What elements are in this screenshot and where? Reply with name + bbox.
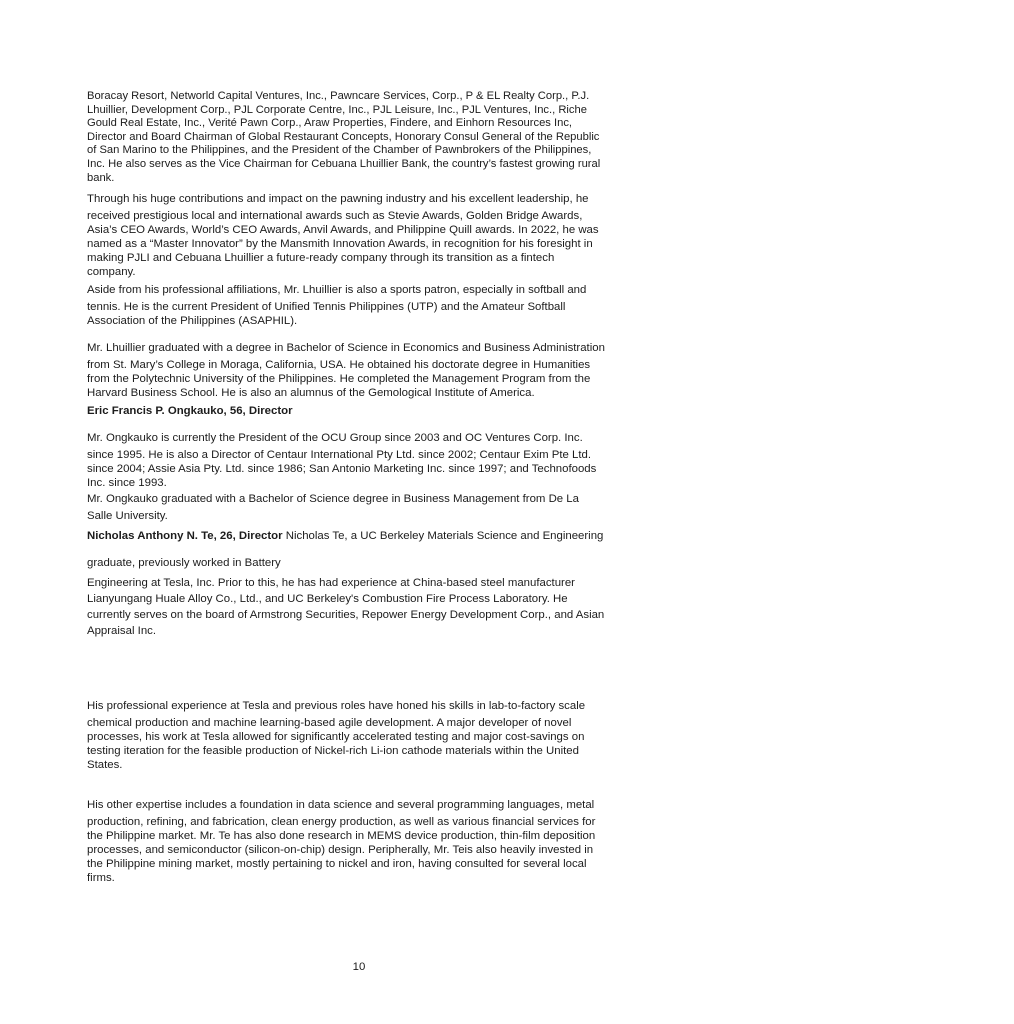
text-line: processes, and semiconductor (silicon-on-chip) design. Peripherally, Mr. Teis also heavily invested in <box>87 843 594 856</box>
text-line: Mr. Ongkauko graduated with a Bachelor of Science degree in Business Management from De La <box>87 493 579 505</box>
director-intro-te: Nicholas Te, a UC Berkeley Materials Science and Engineering <box>282 530 604 542</box>
page-number: 10 <box>352 961 366 973</box>
paragraph-lhuillier-affiliations <box>87 90 647 185</box>
text-line: States. <box>87 758 123 771</box>
paragraph-lhuillier-awards <box>87 193 647 279</box>
paragraph-lhuillier-sports <box>87 284 647 329</box>
text-line: currently serves on the board of Armstrong Securities, Repower Energy Development Corp., and Asian <box>87 609 605 621</box>
text-line: firms. <box>87 871 115 884</box>
text-line: Salle University. <box>87 509 168 522</box>
text-line: Harvard Business School. He is also an alumnus of the Gemological Institute of America. <box>87 386 535 399</box>
text-line: Association of the Philippines (ASAPHIL). <box>87 314 298 327</box>
text-line: the Philippine market. Mr. Te has also done research in MEMS device production, thin-film deposition <box>87 829 596 842</box>
text-line: Lhuillier, Development Corp., PJL Corporate Centre, Inc., PJL Leisure, Inc., PJL Ventures, Inc., Riche <box>87 103 587 116</box>
text-line: Appraisal Inc. <box>87 625 157 637</box>
director-heading-te: Nicholas Anthony N. Te, 26, Director <box>87 530 283 542</box>
text-line: making PJLI and Cebuana Lhuillier a future-ready company through its transition as a fintech <box>87 251 555 264</box>
director-heading-te-line <box>87 529 603 543</box>
text-line: Lianyungang Huale Alloy Co., Ltd., and UC Berkeley's Combustion Fire Process Laboratory. He <box>87 593 568 605</box>
paragraph-te-expertise <box>87 799 647 885</box>
text-line: Through his huge contributions and impact on the pawning industry and his excellent leadership, he <box>87 193 589 205</box>
text-line: Asia’s CEO Awards, World’s CEO Awards, Anvil Awards, and Philippine Quill awards. In 2022, he was <box>87 223 599 236</box>
paragraph-ongkauko-education <box>87 493 647 524</box>
text-line: testing iteration for the feasible production of Nickel-rich Li-ion cathode materials within the United <box>87 744 579 757</box>
text-line: Boracay Resort, Networld Capital Ventures, Inc., Pawncare Services, Corp., P & EL Realty Corp., P.J. <box>87 90 590 102</box>
text-line: from the Polytechnic University of the Philippines. He completed the Management Program from the <box>87 372 591 385</box>
text-line: since 1995. He is also a Director of Centaur International Pty Ltd. since 2002; Centaur Exim Pte Ltd. <box>87 448 591 461</box>
text-line: company. <box>87 265 136 278</box>
text-line: of San Marino to the Philippines, and the President of the Chamber of Pawnbrokers of the Philippines, <box>87 144 592 157</box>
text-line: chemical production and machine learning-based agile development. A major developer of novel <box>87 716 572 729</box>
text-line: Director and Board Chairman of Global Restaurant Concepts, Honorary Consul General of the Republic <box>87 130 600 143</box>
text-line: Aside from his professional affiliations, Mr. Lhuillier is also a sports patron, especially in softball and <box>87 284 587 296</box>
paragraph-te-intro-continued <box>87 557 647 571</box>
paragraph-te-experience <box>87 575 647 639</box>
text-line: Inc. He also serves as the Vice Chairman for Cebuana Lhuillier Bank, the country’s fastest growing rural <box>87 157 601 170</box>
text-line: from St. Mary’s College in Moraga, California, USA. He obtained his doctorate degree in Humanities <box>87 358 591 371</box>
text-line: tennis. He is the current President of Unified Tennis Philippines (UTP) and the Amateur Softball <box>87 300 566 313</box>
text-line: Engineering at Tesla, Inc. Prior to this, he has had experience at China-based steel manufacturer <box>87 577 575 589</box>
text-line: since 2004; Assie Asia Pty. Ltd. since 1986; San Antonio Marketing Inc. since 1997; and Technofoods <box>87 462 597 475</box>
text-line: Gould Real Estate, Inc., Verité Pawn Corp., Araw Properties, Findere, and Einhorn Resources Inc, <box>87 117 573 130</box>
paragraph-te-tesla <box>87 700 647 773</box>
text-line: Mr. Ongkauko is currently the President of the OCU Group since 2003 and OC Ventures Corp. Inc. <box>87 432 583 444</box>
text-line: received prestigious local and international awards such as Stevie Awards, Golden Bridge Awards, <box>87 209 583 222</box>
text-line: the Philippine mining market, mostly pertaining to nickel and iron, having consulted for several local <box>87 857 587 870</box>
text-line: graduate, previously worked in Battery <box>87 557 281 569</box>
text-line: His professional experience at Tesla and previous roles have honed his skills in lab-to-factory scale <box>87 700 586 712</box>
text-line: Mr. Lhuillier graduated with a degree in Bachelor of Science in Economics and Business Administration <box>87 342 605 354</box>
paragraph-lhuillier-education <box>87 342 647 401</box>
director-heading-ongkauko: Eric Francis P. Ongkauko, 56, Director <box>87 405 293 417</box>
text-line: His other expertise includes a foundation in data science and several programming languages, metal <box>87 799 595 811</box>
text-line: named as a “Master Innovator” by the Mansmith Innovation Awards, in recognition for his foresight in <box>87 237 593 250</box>
text-line: processes, his work at Tesla allowed for significantly accelerated testing and major cost-savings on <box>87 730 585 743</box>
text-line: bank. <box>87 171 115 184</box>
text-line: production, refining, and fabrication, clean energy production, as well as various financial services for <box>87 815 596 828</box>
text-line: Inc. since 1993. <box>87 476 167 489</box>
paragraph-ongkauko-positions <box>87 432 647 491</box>
